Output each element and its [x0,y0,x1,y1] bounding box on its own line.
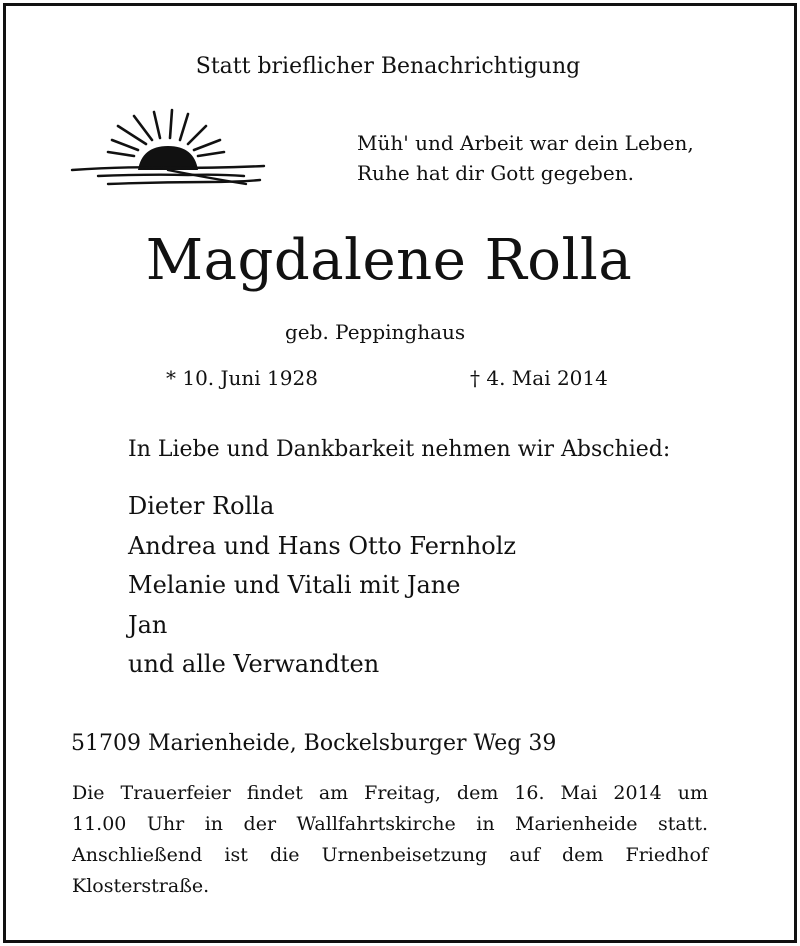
ceremony-line: Anschließend ist die Urnenbeisetzung auf dem Friedhof [72,844,708,866]
mourner-name: und alle Verwandten [128,650,380,678]
mourner-name: Andrea und Hans Otto Fernholz [128,531,517,560]
deceased-name: Magdalene Rolla [145,228,633,293]
motto-line: Ruhe hat dir Gott gegeben. [357,161,634,185]
ceremony-line: Die Trauerfeier findet am Freitag, dem 16. Mai 2014 um [72,782,708,804]
mourner-name: Melanie und Vitali mit Jane [128,571,461,599]
motto-line: Müh' und Arbeit war dein Leben, [357,131,694,155]
notice-header: Statt brieflicher Benachrichtigung [195,54,581,79]
mourner-name: Dieter Rolla [128,492,275,520]
mourners-list [128,487,516,685]
mourner-name: Jan [128,610,168,639]
sunrise-icon [68,108,268,190]
ceremony-line: 11.00 Uhr in der Wallfahrtskirche in Marienheide statt. [72,813,708,835]
maiden-name: geb. Peppinghaus [285,320,466,344]
motto-verse [357,128,694,188]
death-date: † 4. Mai 2014 [470,366,608,390]
ceremony-details [72,778,708,902]
ceremony-line: Klosterstraße. [72,875,210,897]
family-address: 51709 Marienheide, Bockelsburger Weg 39 [71,731,557,756]
farewell-line: In Liebe und Dankbarkeit nehmen wir Abschied: [128,437,671,462]
birth-date: * 10. Juni 1928 [166,366,318,390]
